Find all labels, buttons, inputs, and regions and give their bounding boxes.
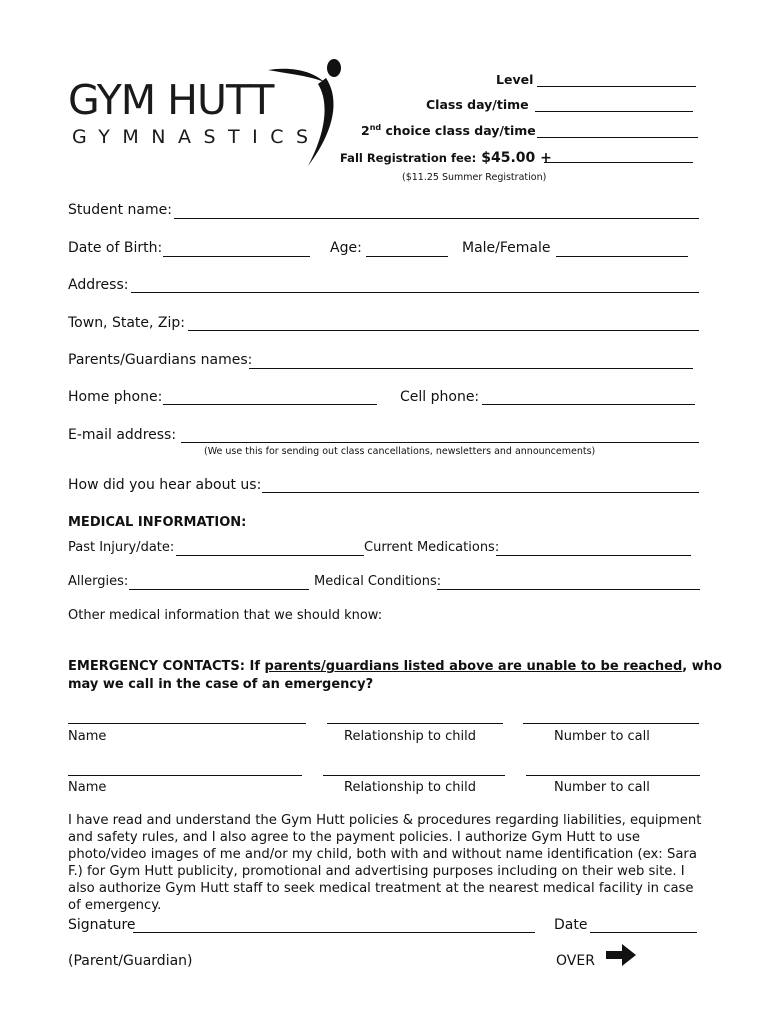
emergency-heading-prefix: EMERGENCY CONTACTS: If [68,659,265,674]
medical-heading: MEDICAL INFORMATION: [68,515,247,530]
sex-field[interactable] [556,256,688,257]
cell-phone-field[interactable] [482,404,695,405]
level-label: Level [496,72,534,87]
hear-field[interactable] [262,492,699,493]
fee-line [340,147,552,166]
town-field[interactable] [188,330,699,331]
cell-phone-label: Cell phone: [400,389,480,405]
fee-label: Fall Registration fee: [340,151,477,165]
signature-field[interactable] [133,932,535,933]
email-field[interactable] [181,442,699,443]
contact2-name-field[interactable] [68,775,302,776]
allergies-label: Allergies: [68,574,129,589]
parents-label: Parents/Guardians names: [68,352,253,368]
age-field[interactable] [366,256,448,257]
parent-guardian-label: (Parent/Guardian) [68,953,193,969]
fee-value: $45.00 + [481,150,552,166]
second-choice-text: choice class day/time [385,123,536,139]
contact1-number-label: Number to call [554,729,650,744]
current-meds-field[interactable] [496,555,691,556]
contact1-number-field[interactable] [523,723,699,724]
summer-note: ($11.25 Summer Registration) [402,172,547,183]
hear-label: How did you hear about us: [68,477,262,493]
home-phone-label: Home phone: [68,389,163,405]
logo [68,62,348,174]
dob-field[interactable] [163,256,310,257]
gymnast-swoosh-icon [238,56,348,176]
emergency-heading [68,659,722,674]
other-medical-label: Other medical information that we should know: [68,608,383,623]
arrow-right-icon [604,941,638,969]
contact2-number-label: Number to call [554,780,650,795]
over-label: OVER [556,953,595,969]
contact1-relationship-label: Relationship to child [344,729,476,744]
second-choice-number: 2 [361,123,370,139]
student-name-field[interactable] [174,218,699,219]
age-label: Age: [330,240,362,256]
current-meds-label: Current Medications: [364,540,500,555]
emergency-heading-line2: may we call in the case of an emergency? [68,677,374,692]
level-field[interactable] [537,86,696,87]
dob-label: Date of Birth: [68,240,163,256]
address-field[interactable] [131,292,699,293]
class-day-field[interactable] [535,111,693,112]
home-phone-field[interactable] [163,404,377,405]
contact2-number-field[interactable] [526,775,700,776]
class-day-label: Class day/time [426,97,529,112]
date-field[interactable] [590,932,697,933]
contact2-relationship-field[interactable] [323,775,505,776]
contact1-name-field[interactable] [68,723,306,724]
student-name-label: Student name: [68,202,172,218]
agreement-text: I have read and understand the Gym Hutt policies & procedures regarding liabilities, equipment and safety rules, and I also agree to the payment policies. I authorize Gym Hutt to use photo/video images of me and/or my child, both with and without name identification (ex: Sara F.) for Gym Hutt publicity, promotional and advertising purposes including on their web site. I also authorize Gym Hutt staff to seek medical treatment at the nearest medical facility in case of emergency. [68,813,702,913]
emergency-heading-underlined: parents/guardians listed above are unable to be reached [264,659,683,674]
contact2-name-label: Name [68,780,107,795]
contact1-name-label: Name [68,729,107,744]
conditions-field[interactable] [437,589,700,590]
fee-field[interactable] [544,162,693,163]
sex-label: Male/Female [462,240,551,256]
date-label: Date [554,917,588,933]
contact2-relationship-label: Relationship to child [344,780,476,795]
logo-name: GYM HUTT [68,76,274,124]
emergency-heading-suffix: , who [682,659,722,674]
parents-field[interactable] [249,368,693,369]
second-choice-sup: nd [369,123,382,132]
second-choice-field[interactable] [537,137,698,138]
contact1-relationship-field[interactable] [327,723,503,724]
email-note: (We use this for sending out class cancellations, newsletters and announcements) [204,446,596,457]
past-injury-field[interactable] [176,555,364,556]
email-label: E-mail address: [68,427,177,443]
address-label: Address: [68,277,129,293]
signature-label: Signature [68,917,136,933]
town-label: Town, State, Zip: [68,315,186,331]
allergies-field[interactable] [129,589,309,590]
past-injury-label: Past Injury/date: [68,540,175,555]
conditions-label: Medical Conditions: [314,574,442,589]
second-choice-label [361,123,536,138]
logo-subtitle: GYMNASTICS [72,126,321,148]
